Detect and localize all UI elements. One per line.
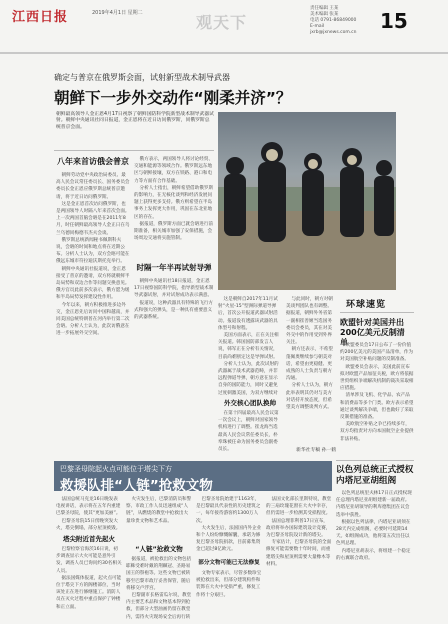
body-paragraph: 火灾发生后，巴黎消防员和警察、市政工作人员迅速组成“人链”，从燃烧的教堂中抢救出大量珍贵文物和艺术品。 xyxy=(126,497,192,524)
lead-subhead: 八年来首访俄会普京 xyxy=(57,157,129,166)
editor-line: E-mail jxrb@jxnews.com.cn xyxy=(310,24,357,35)
lead-column-3 xyxy=(218,296,282,396)
editor-info xyxy=(310,6,370,36)
body-paragraph: 据法国媒体报道，起火点可能位于塔尖下方的阁楼部位，当时该处正在进行修缮施工。消防人员在灭火过程中重点保护了钟楼和正立面。 xyxy=(56,575,122,610)
lower-subhead: 塔尖附近首先起火 xyxy=(63,535,115,543)
lower-headline: 救援队排“人链”抢救文物 xyxy=(60,478,213,494)
body-paragraph: 巴黎副市长格雷瓜尔说，教堂内主要艺术品和文物基本得到抢救，但部分大型油画仍留在教堂内，需待火灾现场安全后再行转 xyxy=(126,593,192,620)
lead-photo xyxy=(218,112,396,290)
sidebar-body-2 xyxy=(336,490,414,618)
photo-caption: 朝鲜最高领导人金正恩4月17日视察了朝鲜国防科学院新型战术制导武器试射。朝鲜中央通讯社同日报道，金正恩将在近日访问俄罗斯，同俄罗斯总统普京会面。 xyxy=(56,112,214,130)
body-paragraph: 巴黎圣母院始建于1163年，是巴黎最具代表性的历史建筑之一，每年接待游客约1300万人次。 xyxy=(196,497,261,524)
body-paragraph: 报道说，这种武器具有特殊的飞行方式和强大的弹头，是一种具有重要意义的武器系统。 xyxy=(134,300,214,321)
editor-line: 责任编辑 王某 xyxy=(310,6,339,11)
body-paragraph: 法国文化部长里斯特说，教堂的三扇玫瑰花窗在大火中幸存，但仍需进一步检测其受损程度。 xyxy=(266,497,332,517)
body-paragraph: 俄罗斯总统新闻秘书佩斯科夫说，会晤的时间和地点将在近期公布。分析人士认为，双方会晤可能在俄远东城市符拉迪沃斯托克举行。 xyxy=(56,237,130,265)
body-paragraph: 这是朝鲜自2017年11月试射“火星-15”型洲际弹道导弹后，首次公开报道武器试射活动。报道没有透露该武器的具体型号和射程。 xyxy=(218,297,278,331)
sidebar-body xyxy=(340,342,414,456)
body-paragraph: 专家估计，巴黎圣母院的全面修复可能需要数十年时间，而重建塔尖和屋顶则需要大量橡木等材料。 xyxy=(266,540,332,567)
lead-column-3b xyxy=(218,410,282,456)
lead-photo-illustration xyxy=(218,112,396,290)
body-paragraph: 法国总统马克龙16日晚发表电视讲话，表示将在五年内重建巴黎圣母院，使其“更加美丽”。 xyxy=(56,497,121,517)
lower-kicker: 巴黎圣母院起火点可能位于塔尖下方 xyxy=(60,465,172,473)
body-paragraph: 俄方表示，两国领导人将讨论经贸、交通和能源等领域合作。俄罗斯远东地区与朝鲜接壤，双方在铁路、港口和电力等方面有合作基础。 xyxy=(134,157,214,184)
caption-divider xyxy=(54,150,214,151)
body-paragraph: 内塔尼亚胡表示，将组建一个稳定的右翼联合政府。 xyxy=(336,548,411,561)
body-paragraph: 大火发生后，法国国内外企业和个人纷纷慷慨解囊，承诺为修复巴黎圣母院捐款，目前募集资金已超过8亿欧元。 xyxy=(196,525,262,553)
newspaper-logo: 江西日报 xyxy=(12,10,69,25)
body-paragraph: 巴黎圣母院15日傍晚突发大火，塔尖倒塌，部分屋顶被毁。 xyxy=(56,518,121,531)
body-paragraph: 据报道，被抢救出的文物包括耶稣受难时戴的荆棘冠、圣路易国王的祭袍等。这些文物已被转移至巴黎市政厅妥善保管，随后将移交卢浮宫。 xyxy=(126,557,192,591)
body-paragraph: 美国方面表示，正在关注相关报道。韩国国防部发言人说，韩军正在分析有关情况，目前尚难断定这是导弹试射。 xyxy=(218,333,279,360)
lead-column-2 xyxy=(134,156,214,258)
body-paragraph: 巴黎检察官海茨16日说，初步调查显示大火可能是意外引发，调查人员已询问约30名相关人员。 xyxy=(56,547,122,574)
body-paragraph: 今年以来，朝方积极推进多边外交，金正恩先后访问中国和越南，并同美国总统特朗普在河内举行第二次会晤。分析人士认为，此次访俄意在进一步拓展外交空间。 xyxy=(56,302,130,337)
body-paragraph: 根据以色列法律，内塔尼亚胡须在28天内完成组阁，必要时可延期14天。如组阁成功，他将第五次出任以色列总理。 xyxy=(336,519,411,547)
lower-subhead: “人链”抢救文物 xyxy=(135,545,183,553)
lead-column-1 xyxy=(56,172,130,454)
body-paragraph: 朝鲜劳动党中央政治局委员、最高人民会议常任委员长、国务委员会委员长金正恩应俄罗斯总统普京邀请，将于近日访问俄罗斯。 xyxy=(56,173,130,200)
page-number: 15 xyxy=(380,9,408,33)
byline: 新华社专稿 孙一鹤 xyxy=(296,448,336,453)
editor-line: 电话 0791-86849000 xyxy=(310,18,357,23)
body-paragraph: 在第十四届最高人民会议第一次会议上，朝鲜对国家领导机构进行了调整。崔龙海当选最高人民会议常任委员长，朴奉珠被任命为国务委员会副委员长。 xyxy=(218,411,279,453)
lead-subhead: 时隔一年半再试射导弹 xyxy=(136,263,212,272)
lower-column-1b xyxy=(56,546,122,620)
body-paragraph: 文物专家表示，尽管多数珍宝被抢救出来，但部分建筑构件和装饰在大火中受损严重，修复工作将十分艰巨。 xyxy=(196,571,262,598)
sidebar-divider xyxy=(336,460,414,461)
body-paragraph: 分析人士指出，朝鲜希望借助俄罗斯的影响力，在无核化谈判和经济发展问题上获得更多支持。俄方则希望在半岛事务上发挥更大作用，巩固在东北亚地区的存在。 xyxy=(134,185,214,220)
lead-kicker: 确定与普京在俄罗斯会面，试射新型战术制导武器 xyxy=(54,73,230,82)
body-paragraph: 据报道，俄罗斯方面已就会晤进行前期准备，相关城市加强了安保措施，会场周边交通将实施管制。 xyxy=(134,221,214,242)
body-paragraph: 欧盟委员会表示，美国此前宣布拟对欧盟产品加征关税，欧方将依据世贸组织争端解决机制的裁决采取相应措施。 xyxy=(340,364,414,392)
lower-column-3b xyxy=(196,570,262,620)
lead-column-2b xyxy=(134,278,214,454)
lower-column-1 xyxy=(56,496,122,532)
sidebar-headline: 欧盟针对美国并出200亿美元反制清单 xyxy=(340,318,405,347)
lower-column-2 xyxy=(126,496,192,542)
sidebar-section-title: 环球速览 xyxy=(346,300,387,310)
body-paragraph: 欧盟委员会17日公布了一份价值约200亿美元的美国产品清单，作为对美国航空补贴问题的反制准备。 xyxy=(340,343,414,363)
editor-line: 美术编辑 张某 xyxy=(310,12,339,17)
body-paragraph: 清单涉及飞机、化学品、农产品和消费品等多个门类。欧方表示希望通过谈判解决争端，但也做好了采取反制措施的准备。 xyxy=(340,393,414,421)
body-paragraph: 朝方还表示，不希望蓬佩奥继续参与朝美对话，希望由更稳健、更成熟的人士负责与朝方沟通。 xyxy=(286,347,333,382)
lead-subhead: 外交核心团队换帅 xyxy=(224,399,276,407)
sidebar-headline-2: 以色列总统正式授权内塔尼亚胡组阁 xyxy=(336,465,414,486)
body-paragraph: 朝鲜中央通讯社报道说，金正恩接受了普京的邀请，双方将就朝鲜半岛局势和双边合作等问题交换意见。俄方官员此前多次表示，俄方愿为缓和半岛局势发挥建设性作用。 xyxy=(56,266,130,301)
body-paragraph: 与此同时，朝方对朝美谈判团队也有调整。据报道，朝鲜外务省第一副相崔善姬当选国务委员会委员，其在对美外交中的作用受到外界关注。 xyxy=(286,297,333,346)
sidebar-divider xyxy=(340,312,414,313)
body-paragraph: 以色列总统里夫林17日正式授权现任总理内塔尼亚胡组建新一届政府。内塔尼亚胡领导的利库德集团在议会选举中获胜。 xyxy=(336,491,412,518)
lead-headline: 朝鲜下一步外交动作“刚柔并济”？ xyxy=(54,89,292,107)
body-paragraph: 这是金正恩首次访问俄罗斯，也是两国领导人时隔八年来首次会面。上一次两国首脑会晤是在2011年8月，时任朝鲜最高领导人金正日在乌兰乌德同梅德韦杰夫会谈。 xyxy=(56,201,130,236)
lead-column-4 xyxy=(286,296,336,444)
lower-subhead: 部分文物可能已无法修复 xyxy=(198,560,260,566)
body-paragraph: 分析人士认为，此次试射的武器属于战术武器范畴，并非远程弹道导弹，朝方意在显示自身的国防能力，同时又避免过度刺激美国，为双方继续对 xyxy=(218,361,279,396)
lower-column-2b xyxy=(126,556,192,620)
body-paragraph: 朝鲜中央通讯社18日报道，金正恩17日视察国防科学院，指导新型战术制导武器试射，并对试射成功表示满意。 xyxy=(134,279,214,299)
body-paragraph: 美欧航空补贴之争已持续多年，双方均指责对方向本国航空企业提供非法补贴。 xyxy=(340,422,414,442)
body-paragraph: 分析人士认为，朝方此举表明其仍对与美方对话持开放态度，但希望美方调整谈判方式。 xyxy=(286,383,333,411)
page-header xyxy=(0,0,448,54)
issue-date: 2019年4月1日 星期二 xyxy=(92,10,143,16)
lower-column-3 xyxy=(196,496,262,556)
section-title: 观天下 xyxy=(196,13,248,32)
lower-column-4 xyxy=(266,496,332,620)
body-paragraph: 法国总理菲利普17日宣布，政府将举办国际建筑设计竞赛，为巴黎圣母院设计新的塔尖。 xyxy=(266,518,331,539)
